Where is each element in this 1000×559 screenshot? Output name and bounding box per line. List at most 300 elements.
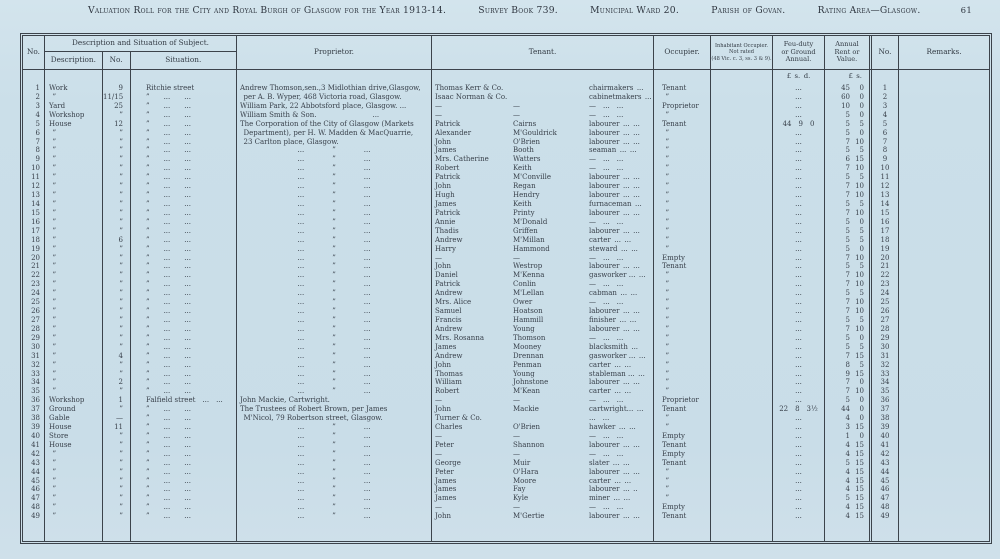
tenant-cell: [432, 289, 653, 298]
rent-rs: 10: [855, 307, 864, 316]
inhab-cell: [711, 396, 772, 405]
tenant-cell: [432, 432, 653, 441]
num-cell: 12: [114, 119, 123, 128]
rent-rs: 10: [855, 191, 864, 200]
no2-cell: 16: [880, 217, 890, 226]
tenant-cell: [432, 200, 653, 209]
occupier-cell: Empty: [662, 253, 685, 262]
feu-cell: ...: [795, 101, 802, 110]
rent-cell: [825, 218, 869, 227]
desc-cell: ”: [49, 289, 57, 298]
tenant-t1: Robert: [435, 387, 460, 396]
tenant-t3: cabman ... ...: [589, 289, 638, 298]
inhab-cell: [711, 254, 772, 263]
rent-rs: 10: [855, 324, 864, 333]
desc-cell: ”: [49, 342, 57, 351]
tenant-t2: Conlin: [513, 280, 537, 289]
inhab-cell: [711, 378, 772, 387]
page-header: [88, 5, 972, 17]
num-cell: 4: [118, 351, 123, 360]
occupier-cell: ”: [662, 271, 670, 280]
desc-cell: ”: [49, 333, 57, 342]
tenant-t1: Patrick: [435, 173, 461, 182]
prop-cell: ... ” ...: [297, 191, 371, 200]
rent-rl: 4: [845, 512, 850, 521]
inhab-cell: [711, 343, 772, 352]
tenant-t3: slater ... ...: [589, 458, 630, 467]
rent-rl: 5: [845, 235, 850, 244]
currency-spacer: [711, 70, 773, 83]
remarks-cell: [899, 307, 989, 316]
rent-rl: 6: [845, 155, 850, 164]
no1-cell: 40: [31, 431, 40, 440]
inhab-cell: [711, 503, 772, 512]
sit-cell: ” ... ...: [146, 360, 191, 369]
num-cell: ”: [119, 512, 123, 521]
no2-cell: 7: [882, 137, 888, 146]
sit-cell: ” ... ...: [146, 351, 191, 360]
desc-cell: ”: [49, 280, 57, 289]
rent-rs: 0: [859, 396, 864, 405]
no1-cell: 49: [31, 512, 40, 521]
tenant-cell: [432, 138, 653, 147]
feu-cell: ...: [795, 191, 802, 200]
no1-cell: 18: [31, 235, 40, 244]
rent-rs: 0: [859, 378, 864, 387]
inhab-cell: [711, 512, 772, 521]
rent-cell: [825, 254, 869, 263]
occupier-cell: ”: [662, 244, 670, 253]
desc-cell: ”: [49, 458, 57, 467]
tenant-t2: Mooney: [513, 342, 542, 351]
tenant-cell: [432, 334, 653, 343]
rent-rl: 60: [841, 92, 850, 101]
num-cell: —: [116, 414, 123, 423]
occupier-cell: ”: [662, 280, 670, 289]
feu-cell: ...: [795, 512, 802, 521]
prop-cell: ... ” ...: [297, 244, 371, 253]
no2-cell: 27: [880, 315, 890, 324]
desc-cell: ”: [49, 226, 57, 235]
desc-cell: House: [49, 440, 72, 449]
desc-cell: Yard: [49, 101, 66, 110]
tenant-t2: M'Donald: [513, 217, 548, 226]
num-cell: ”: [119, 191, 123, 200]
tenant-t2: M'Lellan: [513, 289, 545, 298]
tenant-t1: Mrs. Rosanna: [435, 333, 484, 342]
num-cell: ”: [119, 431, 123, 440]
inhab-cell: [711, 450, 772, 459]
inhab-cell: [711, 93, 772, 102]
tenant-t1: Hugh: [435, 191, 455, 200]
remarks-cell: [899, 361, 989, 370]
desc-cell: ”: [49, 351, 57, 360]
rent-cell: [825, 111, 869, 120]
currency-spacer: [23, 70, 45, 83]
rent-cell: [825, 334, 869, 343]
rent-cell: [825, 423, 869, 432]
tenant-cell: [432, 441, 653, 450]
rent-cell: [825, 325, 869, 334]
rent-rs: 10: [855, 271, 864, 280]
tenant-t3: labourer ... ...: [589, 378, 640, 387]
remarks-cell: [899, 209, 989, 218]
remarks-cell: [899, 227, 989, 236]
feu-cell: ...: [795, 92, 802, 101]
tenant-cell: [432, 111, 653, 120]
occupier-cell: ”: [662, 182, 670, 191]
header-no: No.: [23, 36, 45, 69]
inhab-cell: [711, 102, 772, 111]
occupier-cell: ”: [662, 173, 670, 182]
tenant-t2: Keith: [513, 164, 532, 173]
sit-cell: ” ... ...: [146, 199, 191, 208]
tenant-t3: chairmakers ...: [589, 84, 644, 92]
remarks-cell: [899, 191, 989, 200]
num-cell: ”: [119, 262, 123, 271]
num-cell: 11: [114, 423, 123, 432]
no2-cell: 39: [880, 423, 890, 432]
no2-cell: 28: [880, 324, 890, 333]
num-cell: ”: [119, 485, 123, 494]
rent-rs: 15: [855, 369, 864, 378]
rent-rl: 5: [845, 396, 850, 405]
desc-cell: ”: [49, 315, 57, 324]
prop-cell: ... ” ...: [297, 494, 371, 503]
remarks-cell: [899, 450, 989, 459]
num-cell: ”: [119, 476, 123, 485]
tenant-cell: [432, 164, 653, 173]
tenant-cell: [432, 84, 653, 93]
tenant-t3: seaman ... ...: [589, 146, 637, 155]
no1-cell: 11: [31, 173, 40, 182]
rent-rs: 10: [855, 164, 864, 173]
occupier-cell: Tenant: [662, 512, 687, 521]
occupier-cell: ”: [662, 476, 670, 485]
inhab-cell: [711, 236, 772, 245]
desc-cell: ”: [49, 449, 57, 458]
remarks-cell: [899, 138, 989, 147]
rent-rl: 8: [845, 360, 850, 369]
header-occupier: Occupier.: [654, 36, 711, 69]
header-rent-line2: Rent or: [834, 47, 860, 56]
tenant-t2: [513, 84, 589, 93]
header-subno: No.: [103, 52, 131, 69]
feu-cell: ...: [795, 315, 802, 324]
no2-cell: 9: [882, 155, 888, 164]
rent-rs: 15: [855, 476, 864, 485]
header-feu-duty: [773, 36, 825, 69]
prop-cell: ... ” ...: [297, 440, 371, 449]
tenant-t3: labourer ... ..: [589, 485, 638, 494]
remarks-cell: [899, 334, 989, 343]
tenant-t2: Printy: [513, 208, 535, 217]
num-cell: 25: [114, 101, 123, 110]
tenant-t3: carter ... ...: [589, 360, 632, 369]
rent-cell: [825, 494, 869, 503]
remarks-cell: [899, 387, 989, 396]
sit-cell: ” ... ...: [146, 503, 191, 512]
num-cell: ”: [119, 280, 123, 289]
sit-cell: ” ... ...: [146, 476, 191, 485]
table-header-row: [23, 36, 989, 70]
desc-cell: Ground: [49, 405, 76, 414]
rent-rl: 5: [845, 128, 850, 137]
occupier-cell: Tenant: [662, 440, 687, 449]
prop-cell: ... ” ...: [297, 342, 371, 351]
no1-cell: 38: [31, 414, 40, 423]
desc-cell: House: [49, 423, 72, 432]
no1-cell: 37: [31, 405, 40, 414]
tenant-t2: —: [513, 449, 520, 458]
tenant-t3: ... ...: [589, 414, 610, 423]
feu-cell: ...: [795, 458, 802, 467]
tenant-t1: Patrick: [435, 119, 461, 128]
tenant-cell: [432, 485, 653, 494]
occupier-cell: Tenant: [662, 262, 687, 271]
rent-rs: 5: [859, 342, 864, 351]
tenant-t1: —: [435, 396, 442, 405]
tenant-t1: Peter: [435, 440, 454, 449]
rent-rs: 5: [859, 262, 864, 271]
rent-rl: 4: [845, 485, 850, 494]
occupier-cell: ”: [662, 351, 670, 360]
occupier-cell: ”: [662, 360, 670, 369]
rent-cell: [825, 200, 869, 209]
occupier-cell: ”: [662, 387, 670, 396]
no2-cell: 30: [880, 342, 890, 351]
tenant-t2: Griffen: [513, 226, 538, 235]
no2-cell: 3: [882, 101, 888, 110]
tenant-t3: labourer ... ...: [589, 262, 640, 271]
rent-cell: [825, 191, 869, 200]
inhab-cell: [711, 280, 772, 289]
sit-cell: ” ... ...: [146, 342, 191, 351]
column-no2: [869, 83, 899, 541]
rent-cell: [825, 120, 869, 129]
no2-cell: 11: [880, 173, 890, 182]
rent-rl: 9: [845, 369, 850, 378]
no2-cell: 10: [880, 164, 890, 173]
desc-cell: Gable: [49, 414, 70, 423]
sit-cell: ” ... ...: [146, 423, 191, 432]
inhab-cell: [711, 271, 772, 280]
rent-rl: 5: [845, 110, 850, 119]
tenant-cell: [432, 387, 653, 396]
tenant-t3: — ... ...: [589, 298, 624, 307]
desc-cell: ”: [49, 307, 57, 316]
sit-cell: ” ... ...: [146, 262, 191, 271]
sit-cell: ” ... ...: [146, 128, 191, 137]
num-cell: ”: [119, 405, 123, 414]
remarks-cell: [899, 173, 989, 182]
tenant-t3: labourer ... ...: [589, 467, 640, 476]
column-no1: [23, 83, 45, 541]
prop-cell: ... ” ...: [297, 146, 371, 155]
inhab-cell: [711, 494, 772, 503]
tenant-t1: James: [435, 494, 457, 503]
rent-rl: 5: [845, 226, 850, 235]
rent-rs: 0: [859, 101, 864, 110]
desc-cell: ”: [49, 199, 57, 208]
tenant-t2: Keith: [513, 199, 532, 208]
municipal-ward-label: Municipal Ward 20.: [590, 5, 680, 16]
tenant-t3: — ... ...: [589, 449, 624, 458]
remarks-cell: [899, 370, 989, 379]
inhab-cell: [711, 209, 772, 218]
rent-rl: 7: [845, 208, 850, 217]
currency-spacer: [103, 70, 131, 83]
tenant-t3: carter ... ...: [589, 387, 632, 396]
tenant-t2: Johnstone: [513, 378, 549, 387]
header-description-group: [45, 36, 237, 69]
inhab-cell: [711, 298, 772, 307]
tenant-cell: [432, 450, 653, 459]
desc-cell: ”: [49, 182, 57, 191]
sit-cell: ” ... ...: [146, 226, 191, 235]
rent-rl: 7: [845, 137, 850, 146]
inhab-cell: [711, 485, 772, 494]
currency-spacer: [237, 70, 432, 83]
rent-rl: 7: [845, 271, 850, 280]
remarks-cell: [899, 459, 989, 468]
tenant-t2: —: [513, 503, 520, 512]
feu-cell: ...: [795, 396, 802, 405]
occupier-cell: ”: [662, 494, 670, 503]
tenant-t1: James: [435, 199, 457, 208]
sit-cell: ” ... ...: [146, 512, 191, 521]
tenant-cell: [432, 494, 653, 503]
inhab-cell: [711, 352, 772, 361]
num-cell: ”: [119, 324, 123, 333]
tenant-t1: Thomas: [435, 369, 463, 378]
no1-cell: 13: [31, 191, 40, 200]
tenant-t1: James: [435, 146, 457, 155]
num-cell: ”: [119, 155, 123, 164]
rent-rs: 15: [855, 351, 864, 360]
sit-cell: ” ... ...: [146, 253, 191, 262]
occupier-cell: ”: [662, 235, 670, 244]
rent-cell: [825, 343, 869, 352]
tenant-cell: [432, 370, 653, 379]
currency-feu: £ s. d.: [773, 70, 825, 83]
feu-cell: ...: [795, 244, 802, 253]
inhab-cell: [711, 414, 772, 423]
remarks-cell: [899, 512, 989, 521]
prop-cell: ... ” ...: [297, 155, 371, 164]
tenant-t2: M'Gertie: [513, 512, 545, 521]
desc-cell: ”: [49, 235, 57, 244]
num-cell: ”: [119, 494, 123, 503]
tenant-t3: steward ... ...: [589, 244, 638, 253]
rent-rs: 5: [859, 226, 864, 235]
rent-rl: 4: [845, 467, 850, 476]
rent-cell: [825, 396, 869, 405]
column-desc: [45, 83, 103, 541]
tenant-t3: — ... ...: [589, 253, 624, 262]
remarks-cell: [899, 352, 989, 361]
tenant-cell: [432, 182, 653, 191]
rent-cell: [825, 503, 869, 512]
num-cell: ”: [119, 244, 123, 253]
remarks-cell: [899, 494, 989, 503]
tenant-t3: — ... ...: [589, 155, 624, 164]
num-cell: ”: [119, 271, 123, 280]
sit-cell: ” ... ...: [146, 387, 191, 396]
no1-cell: 17: [31, 226, 40, 235]
rent-rs: 0: [859, 128, 864, 137]
tenant-t2: [513, 414, 589, 423]
rent-rs: 10: [855, 387, 864, 396]
rent-rl: 5: [845, 262, 850, 271]
tenant-t1: Mrs. Catherine: [435, 155, 489, 164]
feu-cell: ...: [795, 494, 802, 503]
occupier-cell: ”: [662, 208, 670, 217]
rent-rs: 15: [855, 503, 864, 512]
tenant-cell: [432, 93, 653, 102]
header-proprietor: Proprietor.: [237, 36, 432, 69]
rent-rl: 4: [845, 414, 850, 423]
remarks-cell: [899, 432, 989, 441]
no1-cell: 26: [31, 307, 40, 316]
occupier-cell: ”: [662, 298, 670, 307]
feu-cell: ...: [795, 280, 802, 289]
feu-cell: ...: [795, 485, 802, 494]
column-tenant: [432, 83, 654, 541]
no2-cell: 48: [880, 503, 890, 512]
feu-cell: ...: [795, 226, 802, 235]
feu-cell: ...: [795, 307, 802, 316]
prop-cell: ... ” ...: [297, 503, 371, 512]
remarks-cell: [899, 405, 989, 414]
remarks-cell: [899, 325, 989, 334]
rent-cell: [825, 173, 869, 182]
remarks-cell: [899, 468, 989, 477]
tenant-t2: M'Conville: [513, 173, 551, 182]
feu-cell: ...: [795, 253, 802, 262]
no2-cell: 18: [880, 235, 890, 244]
prop-cell: ... ” ...: [297, 485, 371, 494]
desc-cell: ”: [49, 360, 57, 369]
rent-rs: 15: [855, 440, 864, 449]
rent-rl: 7: [845, 253, 850, 262]
tenant-t2: M'Kean: [513, 387, 540, 396]
tenant-t1: Peter: [435, 467, 454, 476]
rent-cell: [825, 432, 869, 441]
tenant-t3: labourer ... ...: [589, 173, 640, 182]
rent-rs: 5: [859, 119, 864, 128]
rent-rs: 5: [859, 173, 864, 182]
tenant-cell: [432, 396, 653, 405]
no1-cell: 16: [31, 217, 40, 226]
tenant-t2: Mackie: [513, 405, 539, 414]
no2-cell: 34: [880, 378, 890, 387]
num-cell: ”: [119, 333, 123, 342]
remarks-cell: [899, 503, 989, 512]
desc-cell: ”: [49, 253, 57, 262]
inhab-cell: [711, 289, 772, 298]
num-cell: 9: [118, 84, 123, 92]
prop-cell: ... ” ...: [297, 298, 371, 307]
no1-cell: 24: [31, 289, 40, 298]
tenant-t3: finisher ... ...: [589, 315, 637, 324]
rating-area-label: Rating Area—Glasgow.: [817, 5, 921, 16]
inhab-cell: [711, 405, 772, 414]
feu-cell: ...: [795, 414, 802, 423]
tenant-t3: labourer ... ...: [589, 512, 640, 521]
tenant-t1: Andrew: [435, 289, 463, 298]
num-cell: ”: [119, 208, 123, 217]
